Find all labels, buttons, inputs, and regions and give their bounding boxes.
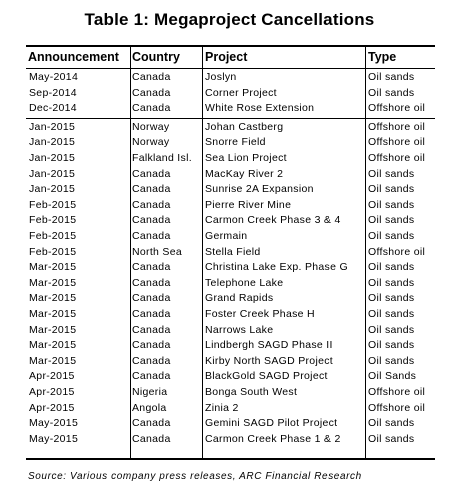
cell-project: Narrows Lake (205, 323, 274, 336)
cell-type: Oil sands (368, 214, 415, 227)
table-row (26, 136, 435, 151)
cell-type: Oil sands (368, 292, 415, 305)
cell-country: Norway (132, 120, 170, 133)
table-row (26, 214, 435, 229)
header-announcement: Announcement (28, 50, 119, 64)
table-row (26, 199, 435, 214)
cell-announcement: Apr-2015 (29, 370, 75, 383)
cell-type: Oil sands (368, 323, 415, 336)
table-row (26, 402, 435, 417)
cell-project: Carmon Creek Phase 1 & 2 (205, 432, 341, 445)
cell-type: Oil sands (368, 86, 415, 99)
cell-announcement: Mar-2015 (29, 354, 77, 367)
cell-type: Oil sands (368, 339, 415, 352)
cell-announcement: May-2014 (29, 71, 79, 83)
cell-type: Offshore oil (368, 401, 426, 414)
table-row (26, 71, 435, 86)
cell-type: Oil Sands (368, 370, 417, 383)
table-row (26, 324, 435, 339)
cell-announcement: Mar-2015 (29, 261, 77, 274)
cell-announcement: Apr-2015 (29, 386, 75, 398)
cell-country: Canada (132, 323, 171, 336)
cell-announcement: Jan-2015 (29, 120, 76, 133)
cell-country: Canada (132, 198, 171, 211)
header-type: Type (368, 50, 397, 64)
header-country: Country (132, 50, 180, 64)
cell-country: Canada (132, 339, 171, 352)
cell-type: Oil sands (368, 276, 415, 289)
source-note: Source: Various company press releases, ARC Financial Research (28, 471, 362, 482)
table-row (26, 339, 435, 354)
table-row (26, 168, 435, 183)
header-rule (26, 68, 435, 69)
cell-announcement: Feb-2015 (29, 230, 77, 242)
cell-country: Angola (132, 401, 167, 414)
cell-project: Foster Creek Phase H (205, 308, 315, 320)
cell-type: Oil sands (368, 417, 415, 430)
table-row (26, 261, 435, 276)
table-row (26, 87, 435, 102)
cell-country: Canada (132, 432, 171, 445)
cell-project: BlackGold SAGD Project (205, 370, 328, 383)
cell-announcement: Apr-2015 (29, 401, 75, 414)
cell-project: Zinia 2 (205, 401, 239, 414)
cell-type: Oil sands (368, 183, 415, 196)
cell-type: Oil sands (368, 354, 415, 367)
cell-country: Canada (132, 71, 171, 83)
cell-project: Bonga South West (205, 386, 298, 398)
cell-announcement: May-2015 (29, 432, 79, 445)
cell-type: Offshore oil (368, 245, 426, 258)
table-row (26, 277, 435, 292)
cell-type: Oil sands (368, 432, 415, 445)
cell-announcement: Mar-2015 (29, 292, 77, 305)
table-row (26, 417, 435, 432)
cell-country: Canada (132, 276, 171, 289)
cell-type: Offshore oil (368, 102, 426, 115)
cell-country: Falkland Isl. (132, 152, 192, 164)
cell-project: Telephone Lake (205, 276, 284, 289)
cell-country: Canada (132, 102, 171, 115)
cell-country: Canada (132, 214, 171, 227)
cell-country: Canada (132, 354, 171, 367)
cell-project: Lindbergh SAGD Phase II (205, 339, 333, 352)
table-row (26, 183, 435, 198)
cell-announcement: Mar-2015 (29, 308, 77, 320)
cell-project: Sea Lion Project (205, 152, 287, 164)
cell-project: Grand Rapids (205, 292, 274, 305)
cell-project: Pierre River Mine (205, 198, 292, 211)
cell-announcement: Mar-2015 (29, 339, 77, 352)
cell-announcement: Sep-2014 (29, 86, 77, 99)
cell-country: Canada (132, 183, 171, 196)
cell-country: Canada (132, 417, 171, 430)
cell-type: Offshore oil (368, 152, 426, 164)
cell-announcement: Jan-2015 (29, 136, 76, 149)
cell-announcement: Jan-2015 (29, 167, 76, 180)
year-separator-rule (26, 118, 435, 119)
cell-announcement: Feb-2015 (29, 245, 77, 258)
table-title: Table 1: Megaproject Cancellations (84, 10, 375, 29)
table-row (26, 292, 435, 307)
cell-announcement: May-2015 (29, 417, 79, 430)
cell-project: Germain (205, 230, 248, 242)
cell-project: Joslyn (205, 71, 237, 83)
table-row (26, 246, 435, 261)
cell-country: Canada (132, 230, 171, 242)
cell-type: Oil sands (368, 167, 415, 180)
cell-type: Oil sands (368, 198, 415, 211)
cell-announcement: Mar-2015 (29, 323, 77, 336)
cell-announcement: Feb-2015 (29, 198, 77, 211)
cell-project: Gemini SAGD Pilot Project (205, 417, 338, 430)
cell-project: Johan Castberg (205, 120, 284, 133)
table-row (26, 230, 435, 245)
cell-type: Oil sands (368, 308, 415, 320)
cell-announcement: Feb-2015 (29, 214, 77, 227)
cell-type: Offshore oil (368, 136, 426, 149)
cell-country: Canada (132, 167, 171, 180)
cell-country: North Sea (132, 245, 182, 258)
table-row (26, 355, 435, 370)
table-row (26, 152, 435, 167)
cell-announcement: Jan-2015 (29, 183, 76, 196)
cell-project: Kirby North SAGD Project (205, 354, 333, 367)
cell-type: Offshore oil (368, 386, 426, 398)
table-row (26, 433, 435, 448)
cell-project: Christina Lake Exp. Phase G (205, 261, 348, 274)
cell-type: Oil sands (368, 230, 415, 242)
table-row (26, 386, 435, 401)
cell-project: Corner Project (205, 86, 277, 99)
table-row (26, 370, 435, 385)
cell-type: Oil sands (368, 71, 415, 83)
cell-project: MacKay River 2 (205, 167, 284, 180)
cell-announcement: Jan-2015 (29, 152, 76, 164)
cell-announcement: Dec-2014 (29, 102, 77, 115)
table-row (26, 308, 435, 323)
cell-country: Canada (132, 308, 171, 320)
cell-project: Carmon Creek Phase 3 & 4 (205, 214, 341, 227)
cell-announcement: Mar-2015 (29, 276, 77, 289)
cell-country: Norway (132, 136, 170, 149)
cell-type: Oil sands (368, 261, 415, 274)
cell-project: Stella Field (205, 245, 261, 258)
table-row (26, 121, 435, 136)
cell-project: Snorre Field (205, 136, 266, 149)
cell-country: Canada (132, 292, 171, 305)
cell-type: Offshore oil (368, 120, 426, 133)
cell-project: White Rose Extension (205, 102, 315, 115)
cell-country: Canada (132, 261, 171, 274)
header-project: Project (205, 50, 248, 64)
cell-country: Nigeria (132, 386, 168, 398)
cell-country: Canada (132, 370, 171, 383)
cell-project: Sunrise 2A Expansion (205, 183, 314, 196)
top-rule (26, 45, 435, 47)
table-row (26, 102, 435, 117)
cell-country: Canada (132, 86, 171, 99)
bottom-rule (26, 458, 435, 460)
